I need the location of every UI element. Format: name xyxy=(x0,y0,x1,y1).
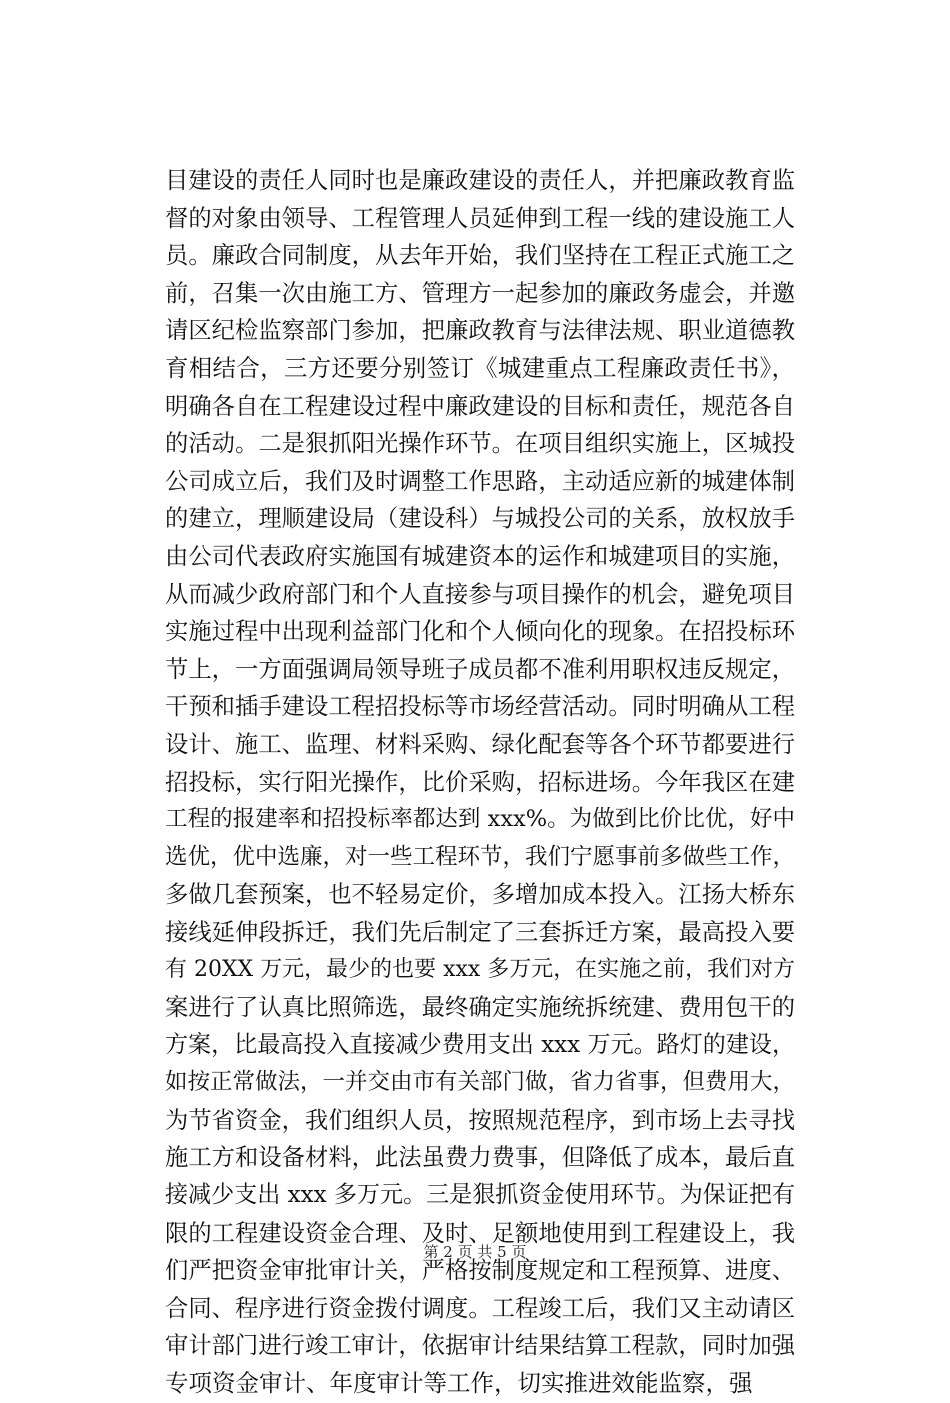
text-line: 案进行了认真比照筛选，最终确定实施统拆统建、费用包干的 xyxy=(165,994,795,1022)
text-line: 由公司代表政府实施国有城建资本的运作和城建项目的实施， xyxy=(165,542,795,570)
body-text xyxy=(165,162,795,1403)
text-line: 审计部门进行竣工审计，依据审计结果结算工程款，同时加强 xyxy=(165,1332,795,1360)
text-line: 实施过程中出现利益部门化和个人倾向化的现象。在招投标环 xyxy=(165,618,795,646)
text-line: 请区纪检监察部门参加，把廉政教育与法律法规、职业道德教 xyxy=(165,317,795,345)
text-line: 们严把资金审批审计关，严格按制度规定和工程预算、进度、 xyxy=(165,1257,795,1285)
text-line: 员。廉政合同制度，从去年开始，我们坚持在工程正式施工之 xyxy=(165,242,795,270)
text-line: 合同、程序进行资金拨付调度。工程竣工后，我们又主动请区 xyxy=(165,1294,795,1322)
text-line: 明确各自在工程建设过程中廉政建设的目标和责任，规范各自 xyxy=(165,392,795,420)
text-line: 方案，比最高投入直接减少费用支出 xxx 万元。路灯的建设， xyxy=(165,1031,795,1058)
text-line: 节上，一方面强调局领导班子成员都不准利用职权违反规定， xyxy=(165,655,795,683)
text-line: 专项资金审计、年度审计等工作，切实推进效能监察，强 xyxy=(165,1369,753,1397)
text-line: 接减少支出 xxx 多万元。三是狠抓资金使用环节。为保证把有 xyxy=(165,1182,795,1209)
text-line: 施工方和设备材料，此法虽费力费事，但降低了成本，最后直 xyxy=(165,1144,795,1172)
text-line: 的建立，理顺建设局（建设科）与城投公司的关系，放权放手 xyxy=(165,505,795,533)
text-line: 为节省资金，我们组织人员，按照规范程序，到市场上去寻找 xyxy=(165,1106,795,1134)
text-line: 工程的报建率和招投标率都达到 xxx%。为做到比价比优，好中 xyxy=(165,806,795,833)
text-line: 目建设的责任人同时也是廉政建设的责任人，并把廉政教育监 xyxy=(165,167,795,194)
text-line: 育相结合，三方还要分别签订《城建重点工程廉政责任书》， xyxy=(165,353,795,382)
text-line: 限的工程建设资金合理、及时、足额地使用到工程建设上，我 xyxy=(165,1219,795,1247)
text-line: 督的对象由领导、工程管理人员延伸到工程一线的建设施工人 xyxy=(165,204,795,232)
text-line: 选优，优中选廉，对一些工程环节，我们宁愿事前多做些工作， xyxy=(165,843,796,870)
text-line: 干预和插手建设工程招投标等市场经营活动。同时明确从工程 xyxy=(165,693,795,721)
text-line: 多做几套预案，也不轻易定价，多增加成本投入。江扬大桥东 xyxy=(165,881,795,909)
text-line: 接线延伸段拆迁，我们先后制定了三套拆迁方案，最高投入要 xyxy=(165,918,795,946)
text-line: 前，召集一次由施工方、管理方一起参加的廉政务虚会，并邀 xyxy=(165,279,795,307)
text-line: 招投标，实行阳光操作，比价采购，招标进场。今年我区在建 xyxy=(165,768,795,796)
text-line: 有 20XX 万元，最少的也要 xxx 多万元，在实施之前，我们对方 xyxy=(165,957,795,983)
text-line: 的活动。二是狠抓阳光操作环节。在项目组织实施上，区城投 xyxy=(165,430,795,458)
text-line: 如按正常做法，一并交由市有关部门做，省力省事，但费用大， xyxy=(165,1069,796,1096)
text-line: 设计、施工、监理、材料采购、绿化配套等各个环节都要进行 xyxy=(165,730,795,758)
text-line: 从而减少政府部门和个人直接参与项目操作的机会，避免项目 xyxy=(165,580,795,608)
text-line: 公司成立后，我们及时调整工作思路，主动适应新的城建体制 xyxy=(165,467,795,495)
page-footer: 第 2 页 共 5 页 xyxy=(423,1243,527,1261)
